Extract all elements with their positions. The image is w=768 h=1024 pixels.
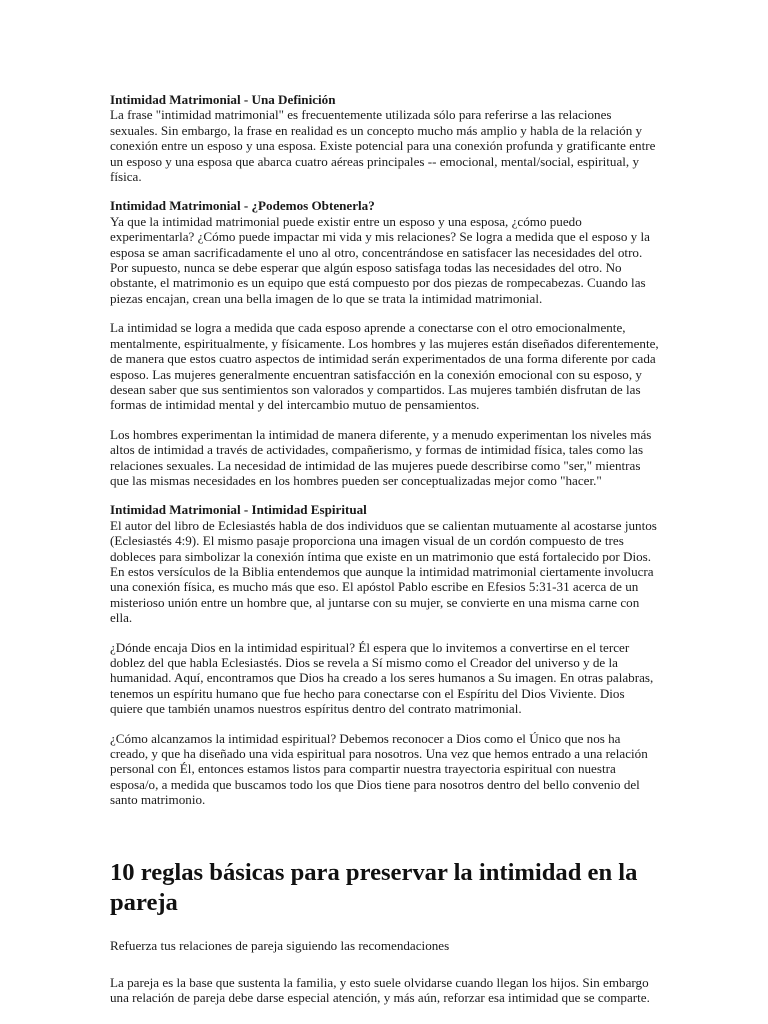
- section-title: Intimidad Matrimonial - Una Definición: [110, 92, 336, 107]
- paragraph: La frase "intimidad matrimonial" es frecuentemente utilizada sólo para referirse a las relaciones sexuales. Sin embargo, la frase en realidad es un concepto mucho más amplio y habla de la relación y conexión entre un esposo y una esposa. Existe potencial para una conexión profunda y gratificante entre un esposo y una esposa que abarca cuatro aéreas principales -- emocional, mental/social, espiritual, y física.: [110, 107, 656, 185]
- section-obtain: [110, 198, 660, 488]
- subtitle: Refuerza tus relaciones de pareja siguiendo las recomendaciones: [110, 937, 450, 953]
- closing-paragraph: La pareja es la base que sustenta la familia, y esto suele olvidarse cuando llegan los hijos. Sin embargo una relación de pareja debe darse especial atención, y más aún, reforzar esa intimidad que se comparte.: [110, 975, 650, 1006]
- paragraph: La intimidad se logra a medida que cada esposo aprende a conectarse con el otro emocionalmente, mentalmente, espiritualmente, y físicamente. Los hombres y las mujeres están diseñados diferentemente, de manera que estos cuatro aspectos de intimidad serán experimentados de una forma diferente por cada esposo. Las mujeres generalmente encuentran satisfacción en la conexión emocional con su esposo, y desean saber que sus sentimientos son valorados y compartidos. Las mujeres también disfrutan de las formas de intimidad mental y del intercambio mutuo de pensamientos.: [110, 320, 659, 413]
- section-spiritual: [110, 502, 660, 807]
- paragraph: ¿Cómo alcanzamos la intimidad espiritual? Debemos reconocer a Dios como el Único que nos ha creado, y que ha diseñado una vida espiritual para nosotros. Una vez que hemos entrado a una relación personal con Él, entonces estamos listos para compartir nuestra trayectoria espiritual con nuestra esposa/o, a medida que buscamos todo los que Dios tiene para nosotros dentro del bello convenio del santo matrimonio.: [110, 730, 648, 808]
- document-page: [110, 92, 660, 1020]
- section-definition: [110, 92, 660, 184]
- paragraph: ¿Dónde encaja Dios en la intimidad espiritual? Él espera que lo invitemos a convertirse en el tercer doblez del que habla Eclesiastés. Dios se revela a Sí mismo como el Creador del universo y de la humanidad. Aquí, encontramos que Dios ha creado a los seres humanos a Su imagen. En otras palabras, tenemos un espíritu humano que fue hecho para conectarse con el Espíritu del Dios Viviente. Dios quiere que también unamos nuestros espíritus dentro del contrato matrimonial.: [110, 639, 654, 717]
- main-heading: 10 reglas básicas para preservar la intimidad en la pareja: [110, 858, 638, 916]
- paragraph: Los hombres experimentan la intimidad de manera diferente, y a menudo experimentan los niveles más altos de intimidad a través de actividades, compañerismo, y formas de intimidad física, tales como las relaciones sexuales. La necesidad de intimidad de las mujeres puede describirse como "ser," mientras que las mismas necesidades en los hombres pueden ser conceptualizadas mejor como "hacer.": [110, 426, 652, 488]
- section-title: Intimidad Matrimonial - ¿Podemos Obtenerla?: [110, 198, 375, 214]
- paragraph: El autor del libro de Eclesiastés habla de dos individuos que se calientan mutuamente al acostarse juntos (Eclesiastés 4:9). El mismo pasaje proporciona una imagen visual de un cordón compuesto de tres dobleces para simbolizar la conexión íntima que existe en un matrimonio que está fortalecido por Dios. En estos versículos de la Biblia entendemos que aunque la intimidad matrimonial ciertamente involucra una conexión física, es mucho más que eso. El apóstol Pablo escribe en Efesios 5:31-31 acerca de un misterioso unión entre un hombre que, al juntarse con su mujer, se convierte en una misma carne con ella.: [110, 517, 657, 626]
- paragraph: Ya que la intimidad matrimonial puede existir entre un esposo y una esposa, ¿cómo puedo experimentarla? ¿Cómo puede impactar mi vida y mis relaciones? Se logra a medida que el esposo y la esposa se aman sacrificadamente el uno al otro, concentrándose en satisfacer las necesidades del otro. Por supuesto, nunca se debe esperar que algún esposo satisfaga todas las necesidades del otro. No obstante, el matrimonio es un equipo que está compuesto por dos piezas de rompecabezas. Cuando las piezas encajan, crean una bella imagen de lo que se trata la intimidad matrimonial.: [110, 213, 650, 306]
- section-title: Intimidad Matrimonial - Intimidad Espiritual: [110, 502, 367, 518]
